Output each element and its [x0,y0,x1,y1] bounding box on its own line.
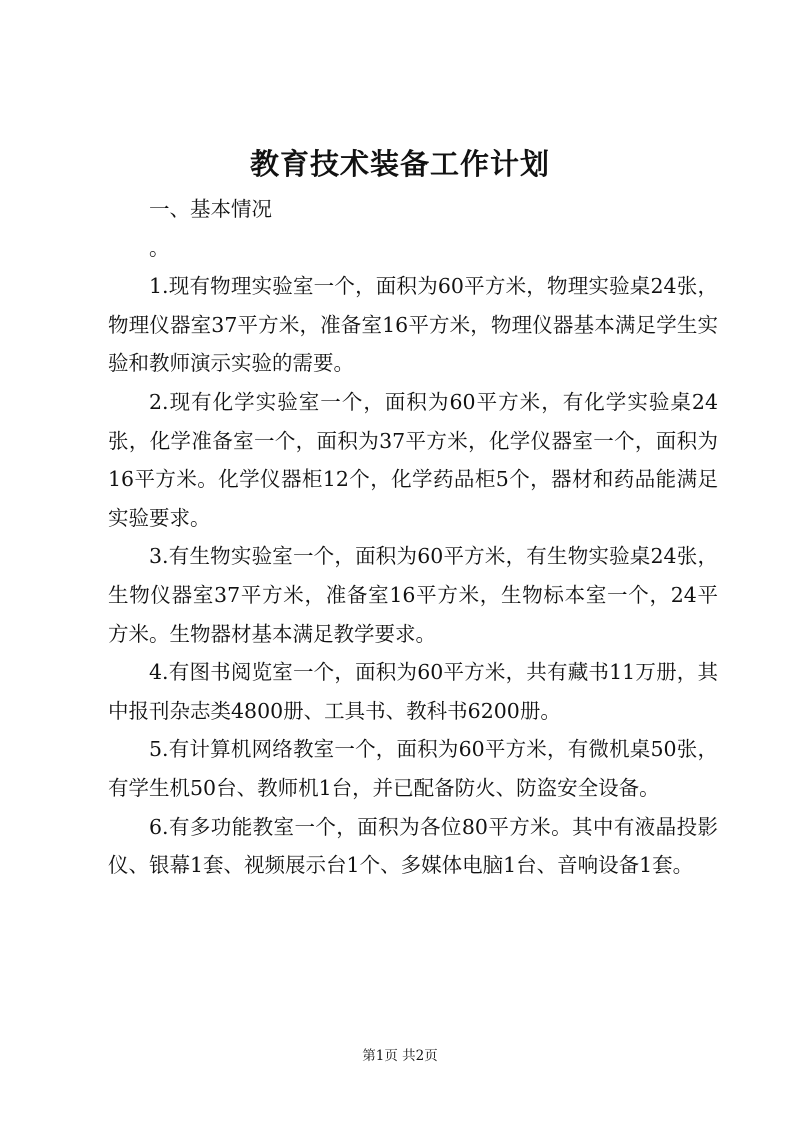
document-title: 教育技术装备工作计划 [249,147,550,181]
paragraph: 4.有图书阅览室一个，面积为60平方米，共有藏书11万册，其中报刊杂志类4800册、工具书、教科书6200册。 [108,660,718,723]
document-body [108,190,718,885]
paragraph: 5.有计算机网络教室一个，面积为60平方米，有微机桌50张，有学生机50台、教师机1台，并已配备防火、防盗安全设备。 [108,737,718,800]
page-footer: 第1页 共2页 [362,1048,438,1064]
paragraph: 。 [149,235,170,260]
paragraph: 6.有多功能教室一个，面积为各位80平方米。其中有液晶投影仪、银幕1套、视频展示台1个、多媒体电脑1台、音响设备1套。 [108,814,718,878]
paragraph: 3.有生物实验室一个，面积为60平方米，有生物实验桌24张，生物仪器室37平方米，准备室16平方米，生物标本室一个，24平方米。生物器材基本满足教学要求。 [108,544,718,646]
paragraph: 2.现有化学实验室一个，面积为60平方米，有化学实验桌24张，化学准备室一个，面积为37平方米，化学仪器室一个，面积为16平方米。化学仪器柜12个，化学药品柜5个，器材和药品能满足实验要求。 [108,389,718,530]
section-heading: 一、基本情况 [149,197,272,221]
paragraph: 1.现有物理实验室一个，面积为60平方米，物理实验桌24张，物理仪器室37平方米，准备室16平方米，物理仪器基本满足学生实验和教师演示实验的需要。 [108,274,718,376]
